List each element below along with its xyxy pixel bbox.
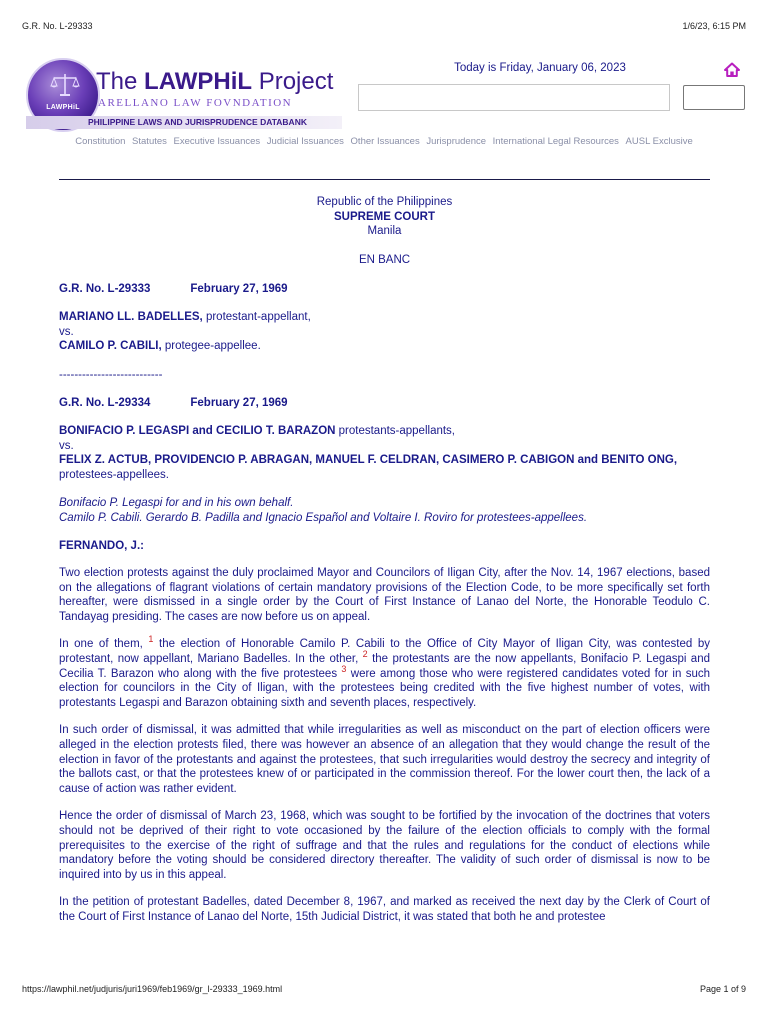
scales-of-justice-icon bbox=[50, 72, 80, 98]
case1-protegee: CAMILO P. CABILI, bbox=[59, 340, 162, 353]
case1-number: G.R. No. L-29333 bbox=[59, 283, 151, 296]
print-datetime: 1/6/23, 6:15 PM bbox=[682, 21, 746, 31]
case2-protestants: BONIFACIO P. LEGASPI and CECILIO T. BARAZON bbox=[59, 424, 336, 437]
counsel-block bbox=[59, 496, 710, 525]
header-divider bbox=[59, 179, 710, 180]
republic-line: Republic of the Philippines bbox=[316, 196, 453, 208]
search-button[interactable] bbox=[683, 85, 745, 110]
decision-content bbox=[59, 195, 710, 925]
case2-vs: vs. bbox=[59, 439, 74, 452]
paragraph-4: Hence the order of dismissal of March 23, 1968, which was sought to be fortified by the invocation of the doctrines that voters should not be deprived of their right to vote occasioned by the failure of the election officials to comply with the formal prerequisites to the exercise of the right of suffrage and that the rules and regulations for the conduct of elections while mandatory before the voting should be considered directory thereafter. The validity of such order of dismissal is now to be inquired into by us in this appeal. bbox=[59, 810, 710, 881]
footnote-link-2[interactable]: 2 bbox=[362, 649, 368, 660]
case1-protestant-role: protestant-appellant, bbox=[202, 310, 311, 323]
case1-vs: vs. bbox=[59, 325, 74, 338]
en-banc: EN BANC bbox=[358, 253, 411, 266]
main-nav bbox=[0, 136, 768, 147]
nav-other-issuances[interactable]: Other Issuances bbox=[350, 136, 420, 147]
paragraph-3: In such order of dismissal, it was admitted that while irregularities as well as misconduct on the part of election officers were alleged in the election protests filed, there was however an absence of an allegation that they would change the result of the election in favor of the protestants and against the protestees, that such irregularities would destroy the secrecy and integrity of the ballots cast, or that the protestees knew of or participated in the commission thereof. For the lower court then, the lack of a cause of action was rather evident. bbox=[59, 724, 710, 795]
case1-parties bbox=[59, 310, 710, 354]
footnote-link-3[interactable]: 3 bbox=[341, 663, 347, 674]
print-url: https://lawphil.net/judjuris/juri1969/feb1969/gr_l-29333_1969.html bbox=[22, 984, 283, 994]
print-footer bbox=[22, 984, 746, 996]
databank-band bbox=[26, 116, 342, 129]
nav-jurisprudence[interactable]: Jurisprudence bbox=[426, 136, 487, 147]
case1-header bbox=[59, 282, 710, 297]
home-icon[interactable] bbox=[724, 62, 740, 78]
case2-date: February 27, 1969 bbox=[190, 397, 288, 410]
paragraph-5: In the petition of protestant Badelles, dated December 8, 1967, and marked as received the next day by the Clerk of Court of the Court of First Instance of Lanao del Norte, 15th Judicial District, it was stated that both he and protestee bbox=[59, 896, 710, 923]
nav-statutes[interactable]: Statutes bbox=[132, 136, 167, 147]
search-input[interactable] bbox=[358, 84, 670, 111]
today-date: Today is Friday, January 06, 2023 bbox=[454, 62, 626, 74]
nav-international-legal-resources[interactable]: International Legal Resources bbox=[492, 136, 619, 147]
case1-date: February 27, 1969 bbox=[190, 283, 288, 296]
ponente: FERNANDO, J.: bbox=[59, 539, 144, 552]
case1-protestant: MARIANO LL. BADELLES, bbox=[59, 310, 203, 323]
site-subtitle: ARELLANO LAW FOVNDATION bbox=[98, 97, 293, 109]
print-page-number: Page 1 of 9 bbox=[699, 984, 746, 994]
counsel-protestants: Bonifacio P. Legaspi for and in his own behalf. bbox=[59, 497, 294, 510]
paragraph-1: Two election protests against the duly proclaimed Mayor and Councilors of Iligan City, after the Nov. 14, 1967 elections, based on the allegations of flagrant violations of certain mandatory provisions of the Election Code, to be more specifically set forth hereafter, were dismissed in a single order by the Court of First Instance of Lanao del Norte, the Honorable Teodulo C. Tandayag presiding. The cases are now before us on appeal. bbox=[59, 567, 710, 623]
case2-protestees-role: protestees-appellees. bbox=[59, 468, 169, 481]
case-separator: --------------------------- bbox=[59, 368, 163, 381]
case2-protestees: FELIX Z. ACTUB, PROVIDENCIO P. ABRAGAN, MANUEL F. CELDRAN, CASIMERO P. CABIGON and BENITO ONG, bbox=[59, 454, 678, 467]
footnote-link-1[interactable]: 1 bbox=[148, 634, 154, 645]
print-title: G.R. No. L-29333 bbox=[22, 21, 93, 31]
court-city: Manila bbox=[367, 225, 402, 238]
court-name: SUPREME COURT bbox=[334, 210, 435, 223]
case1-protegee-role: protegee-appellee. bbox=[161, 340, 261, 353]
site-title: The LAWPHiL Project bbox=[96, 68, 334, 95]
nav-ausl-exclusive[interactable]: AUSL Exclusive bbox=[625, 136, 693, 147]
case2-parties bbox=[59, 424, 710, 482]
print-header bbox=[22, 21, 746, 35]
nav-judicial-issuances[interactable]: Judicial Issuances bbox=[266, 136, 344, 147]
logo-text: LAWPHiL bbox=[46, 104, 80, 111]
nav-executive-issuances[interactable]: Executive Issuances bbox=[173, 136, 261, 147]
paragraph-2: In one of them, $^1$ the election of Honorable Camilo P. Cabili to the Office of City Mayor of Iligan City, was contested by protestant, now appellant, Mariano Badelles. In the other, $^2$ the protestants are the now appellants, Bonifacio P. Legaspi and Cecilia T. Barazon who along with the five protestees $^3$ were among those who were registered candidates voted for in such election for councilors in the City of Iligan, with the protestees being credited with the five highest number of votes, with protestants Legaspi and Barazon obtaining sixth and seventh places, respectively. bbox=[59, 634, 710, 709]
case2-number: G.R. No. L-29334 bbox=[59, 397, 151, 410]
counsel-protestees: Camilo P. Cabili. Gerardo B. Padilla and Ignacio Español and Voltaire I. Roviro for protestees-appellees. bbox=[59, 511, 588, 524]
case2-protestants-role: protestants-appellants, bbox=[335, 424, 455, 437]
nav-constitution[interactable]: Constitution bbox=[75, 136, 126, 147]
case2-header bbox=[59, 396, 710, 411]
databank-label: PHILIPPINE LAWS AND JURISPRUDENCE DATABANK bbox=[88, 117, 307, 127]
